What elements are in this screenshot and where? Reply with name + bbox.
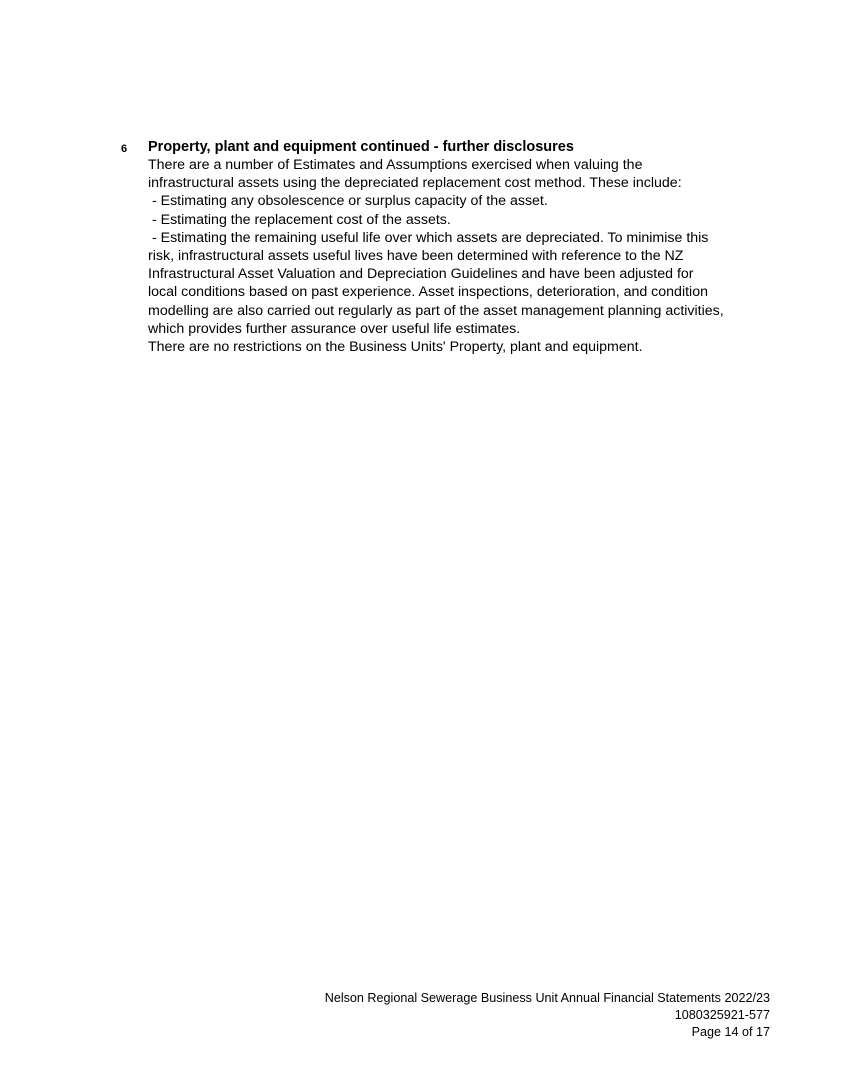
body-line: Infrastructural Asset Valuation and Depreciation Guidelines and have been adjusted for — [148, 266, 694, 283]
bullet-line: - Estimating any obsolescence or surplus capacity of the asset. — [148, 193, 548, 210]
body-line: local conditions based on past experience. Asset inspections, deterioration, and condition — [148, 284, 708, 301]
disclosure-section — [148, 138, 788, 356]
body-line: There are no restrictions on the Business Units' Property, plant and equipment. — [148, 339, 643, 356]
footer-document-id: 1080325921-577 — [674, 1008, 770, 1022]
footer-statement-title: Nelson Regional Sewerage Business Unit Annual Financial Statements 2022/23 — [324, 991, 770, 1005]
bullet-line: - Estimating the replacement cost of the assets. — [148, 211, 451, 228]
page-footer — [325, 990, 770, 1041]
body-line: infrastructural assets using the depreciated replacement cost method. These include: — [148, 175, 682, 192]
body-line: risk, infrastructural assets useful lives have been determined with reference to the NZ — [148, 248, 684, 265]
section-body — [148, 156, 788, 356]
body-line: which provides further assurance over useful life estimates. — [148, 320, 521, 337]
footer-page-number: Page 14 of 17 — [691, 1025, 770, 1039]
body-line: There are a number of Estimates and Assumptions exercised when valuing the — [148, 157, 643, 173]
body-line: modelling are also carried out regularly as part of the asset management planning activities, — [148, 302, 724, 319]
section-title: Property, plant and equipment continued - further disclosures — [148, 139, 574, 155]
bullet-line: - Estimating the remaining useful life over which assets are depreciated. To minimise this — [148, 229, 709, 246]
section-number: 6 — [121, 143, 128, 155]
